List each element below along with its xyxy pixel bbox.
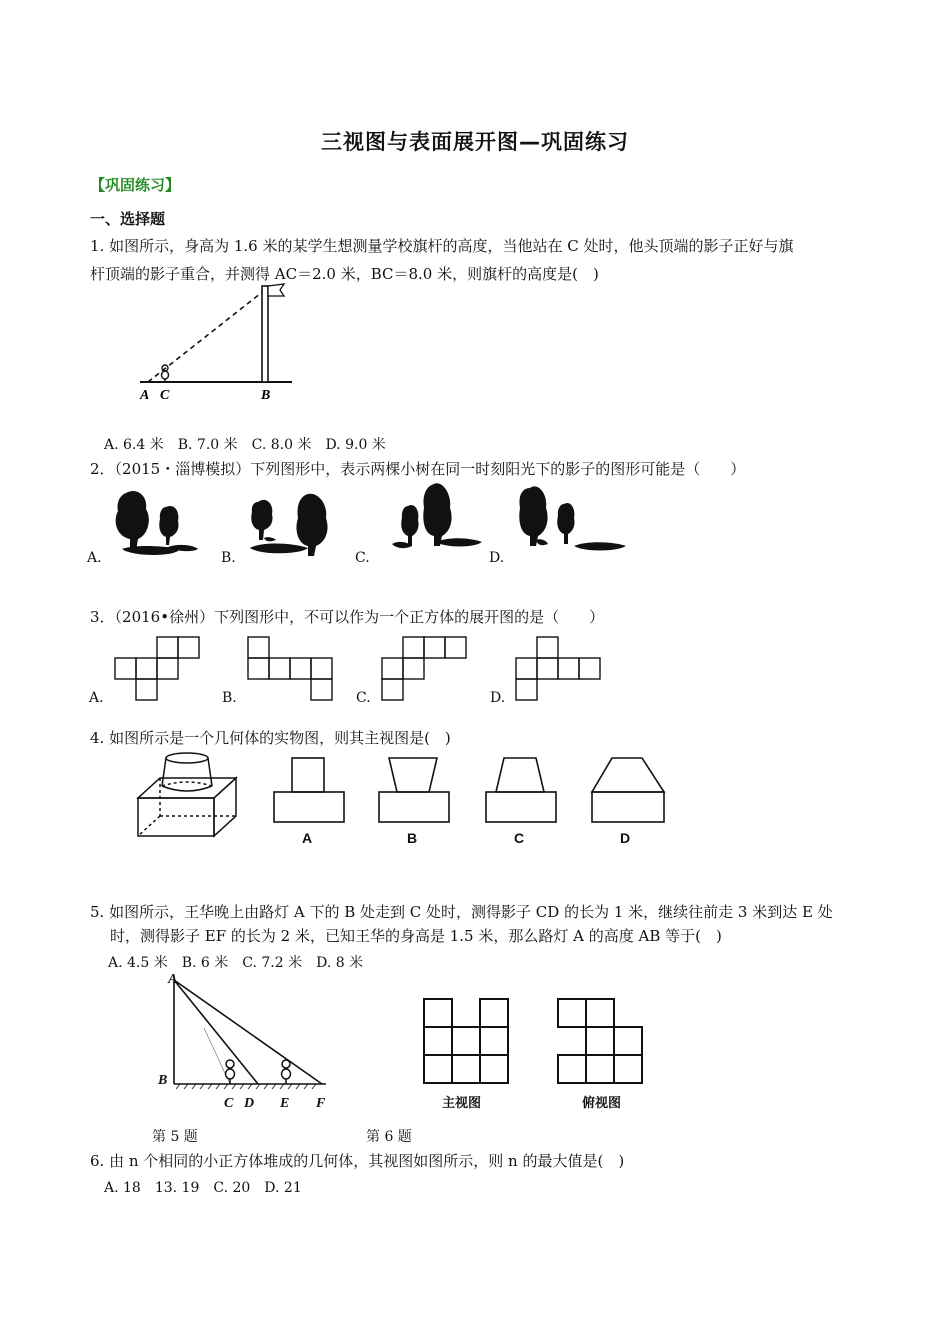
q5-options: A. 4.5 米 B. 6 米 C. 7.2 米 D. 8 米 (108, 955, 364, 971)
person-at-c (226, 1060, 235, 1084)
q3-label-d: D. (490, 690, 506, 706)
q3-label-c: C. (356, 690, 371, 706)
q4-letter-c: C (514, 830, 525, 846)
label-a: A (168, 972, 178, 987)
label-b: B (158, 1073, 168, 1088)
q3-net-b (248, 636, 338, 706)
q1-text-line1: 1. 如图所示，身高为 1.6 米的某学生想测量学校旗杆的高度，当他站在 C 处时，他头顶端的影子正好与旗 (90, 237, 794, 255)
q2-label-b: B. (221, 550, 236, 566)
q4-letter-d: D (620, 830, 631, 846)
q5-figure (150, 968, 340, 1113)
section-label: 【巩固练习】 (90, 176, 181, 194)
label-c: C (224, 1096, 234, 1111)
label-d: D (244, 1096, 255, 1111)
q2-label-d: D. (489, 550, 505, 566)
student-figure (162, 365, 169, 382)
q5-text-line1: 5. 如图所示，王华晚上由路灯 A 下的 B 处走到 C 处时，测得影子 CD 的长为 1 米，继续往前走 3 米到达 E 处 (90, 903, 833, 921)
q5-text-line2: 时，测得影子 EF 的长为 2 米，已知王华的身高是 1.5 米，那么路灯 A 的高度 AB 等于( ) (110, 927, 722, 945)
q4-solid-figure (136, 750, 241, 840)
ray-to-d (174, 980, 258, 1084)
shadow-ray (148, 286, 270, 382)
q1-options: A. 6.4 米 B. 7.0 米 C. 8.0 米 D. 9.0 米 (104, 437, 386, 453)
label-b: B (261, 388, 271, 403)
label-c: C (160, 388, 170, 403)
q3-net-a (115, 636, 205, 706)
q4-letter-a: A (302, 830, 313, 846)
ray-to-f (174, 980, 322, 1084)
page-title: 三视图与表面展开图—巩固练习 (321, 130, 629, 154)
q2-label-c: C. (355, 550, 370, 566)
q3-net-c (382, 636, 472, 706)
q6-caption: 第 6 题 (366, 1129, 412, 1145)
q6-options: A. 18 13. 19 C. 20 D. 21 (104, 1180, 302, 1196)
q3-label-a: A. (89, 690, 104, 706)
q1-figure (130, 280, 310, 405)
q4-option-b-view (377, 756, 457, 826)
q6-top-view-label: 俯视图 (582, 1096, 622, 1111)
part-heading: 一、选择题 (90, 210, 166, 228)
q4-option-a-view (272, 756, 352, 826)
q2-label-a: A. (87, 550, 102, 566)
q6-text: 6. 由 n 个相同的小正方体堆成的几何体，其视图如图所示，则 n 的最大值是( ) (90, 1152, 625, 1170)
q3-label-b: B. (222, 690, 237, 706)
q5-caption: 第 5 题 (152, 1129, 198, 1145)
q6-top-view (556, 997, 646, 1087)
q6-front-view (422, 997, 512, 1087)
q2-option-c-trees (378, 480, 488, 560)
flag (268, 284, 284, 296)
label-f: F (316, 1096, 326, 1111)
label-e: E (280, 1096, 290, 1111)
q2-text: 2．（2015・淄博模拟）下列图形中，表示两棵小树在同一时刻阳光下的影子的图形可能是（ ） (90, 460, 746, 478)
q1-text-line2: 杆顶端的影子重合，并测得 AC＝2.0 米，BC＝8.0 米，则旗杆的高度是( ) (90, 265, 599, 283)
q2-option-b-trees (242, 488, 337, 568)
q2-option-a-trees (108, 485, 203, 565)
flagpole (262, 286, 268, 382)
q2-option-d-trees (512, 480, 632, 560)
label-a: A (140, 388, 150, 403)
q3-text: 3．（2016•徐州）下列图形中，不可以作为一个正方体的展开图的是（ ） (90, 608, 605, 626)
q3-net-d (516, 636, 606, 706)
person-at-e (282, 1060, 291, 1084)
q4-letter-b: B (407, 830, 418, 846)
q4-option-d-view (590, 756, 670, 826)
q4-text: 4. 如图所示是一个几何体的实物图，则其主视图是( ) (90, 729, 451, 747)
q6-front-view-label: 主视图 (442, 1096, 482, 1111)
q4-option-c-view (484, 756, 564, 826)
